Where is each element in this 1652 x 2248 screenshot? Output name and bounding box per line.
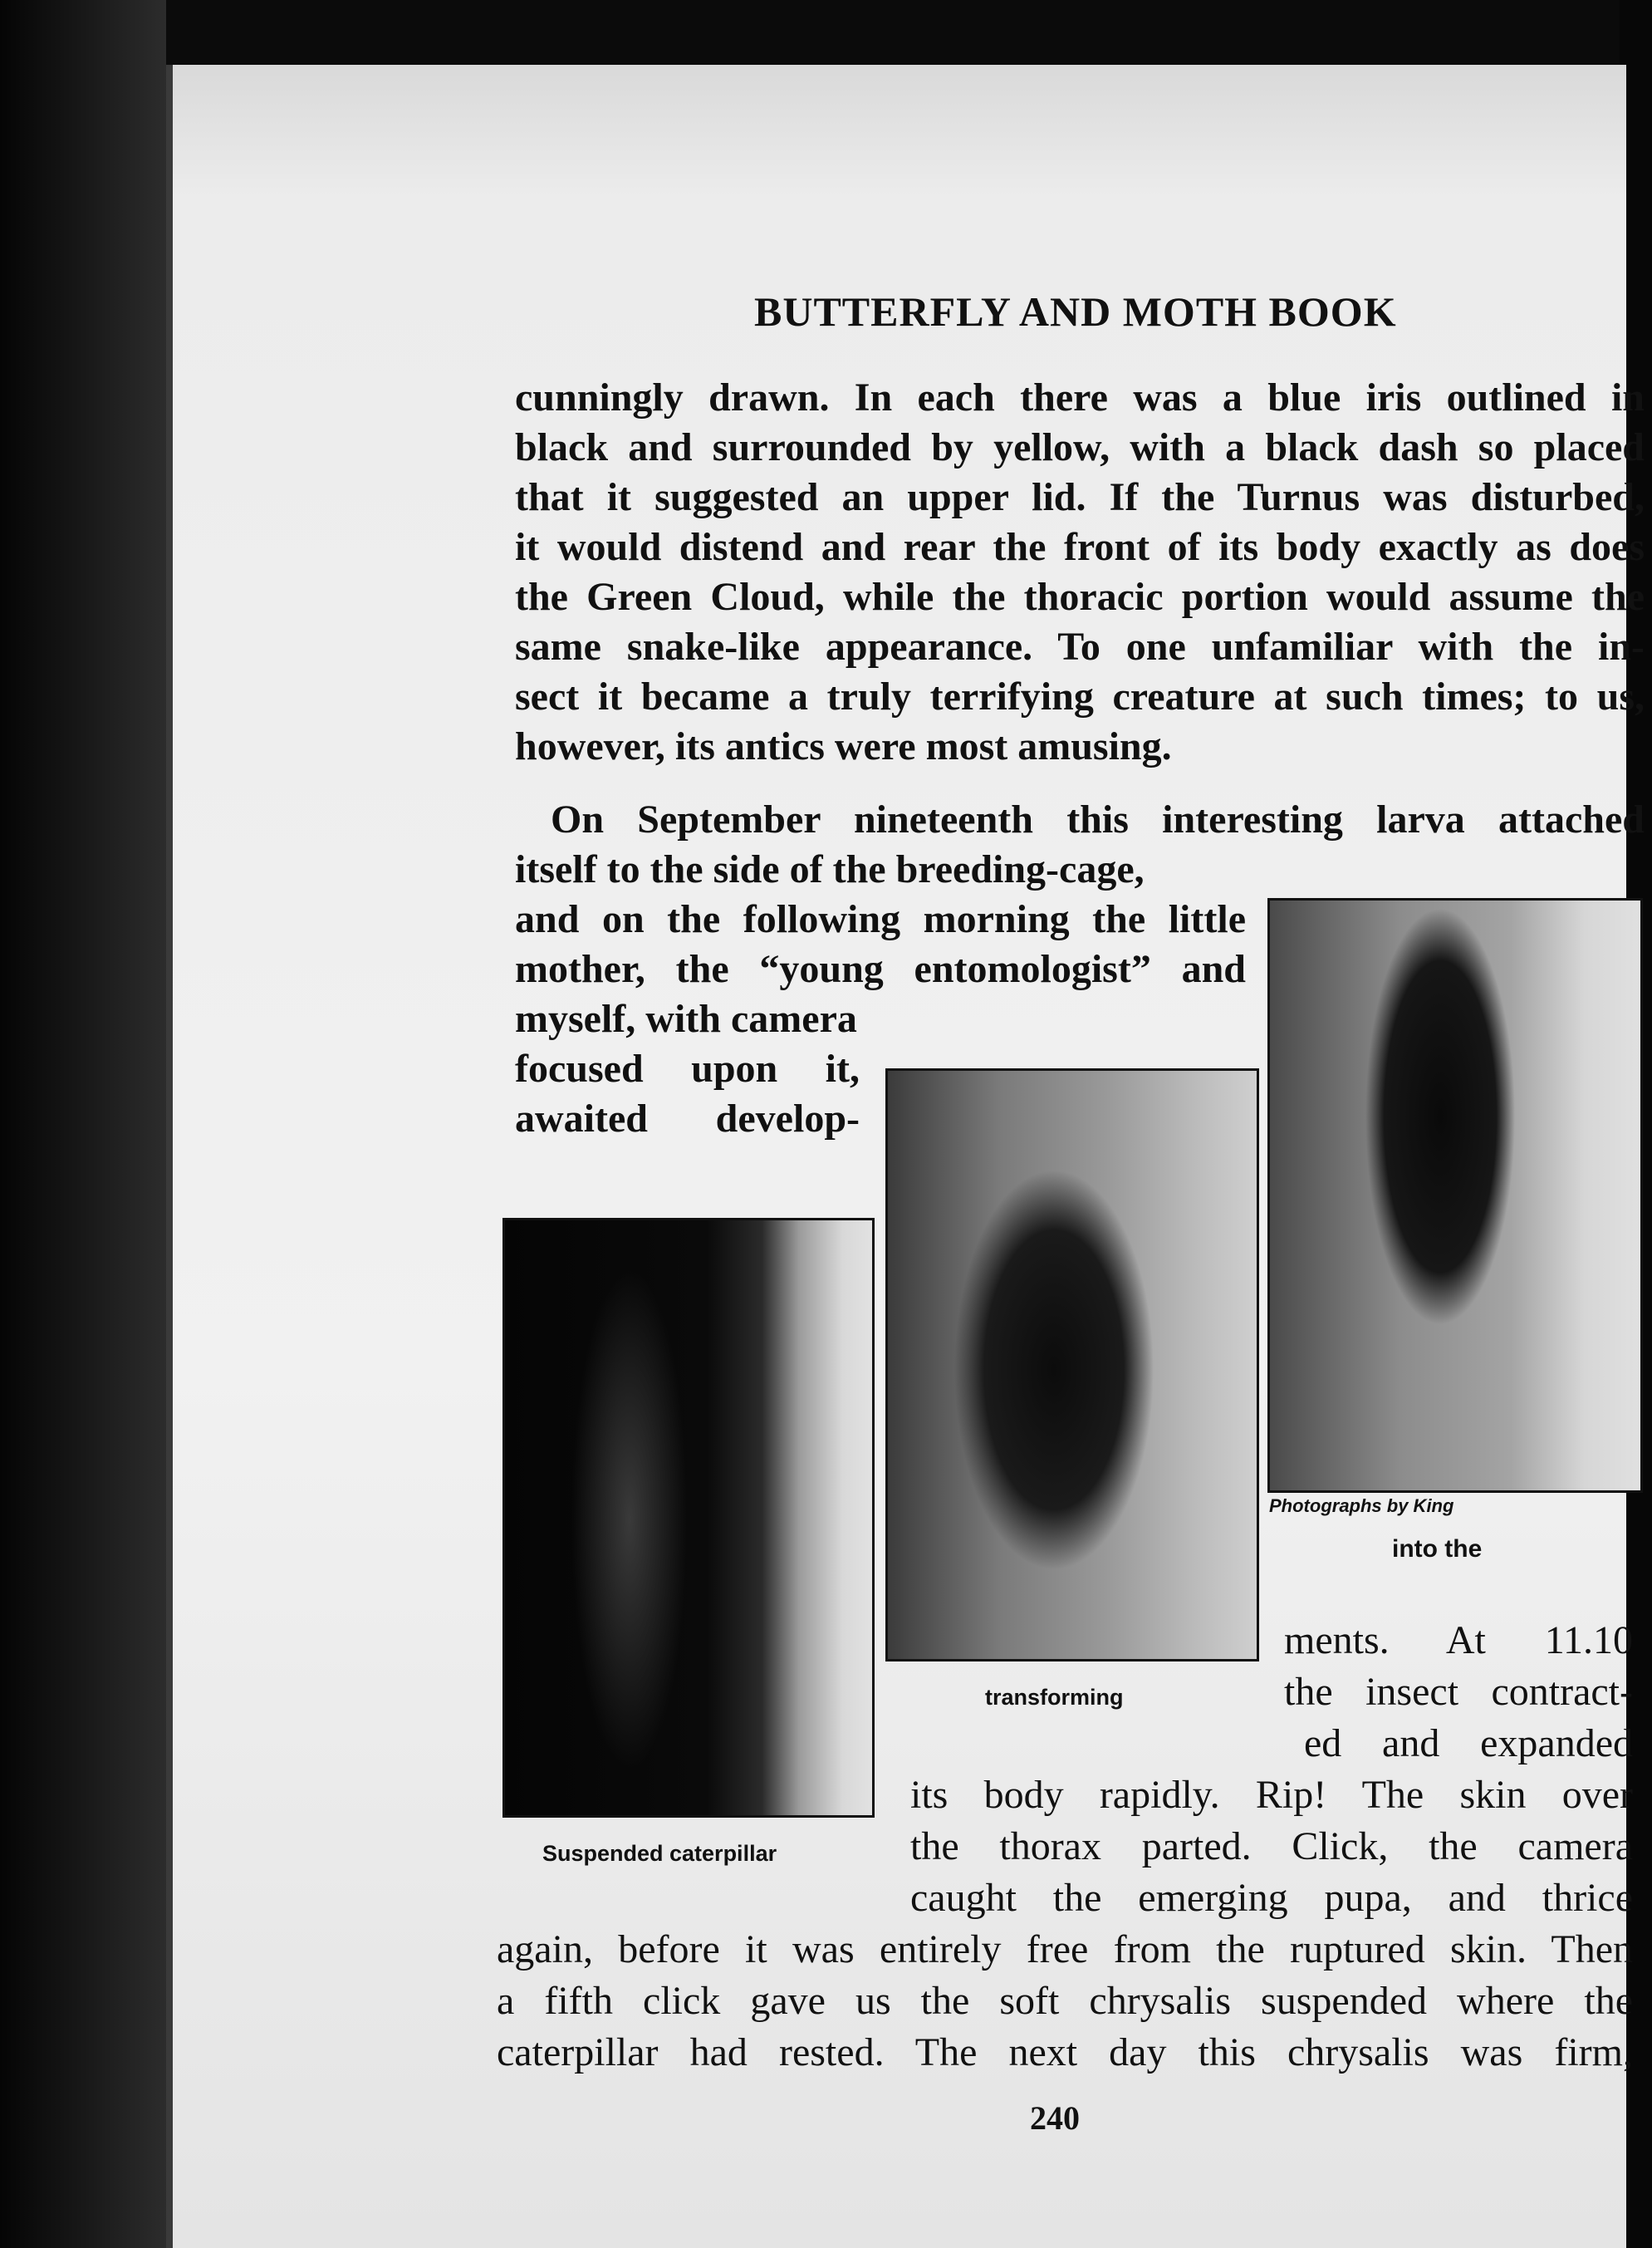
running-head: BUTTERFLY AND MOTH BOOK [754,288,1397,335]
text-line: it would distend and rear the front of its body exactly as does [515,525,1645,569]
caption-suspended: Suspended caterpillar [542,1841,777,1866]
text-line: black and surrounded by yellow, with a black dash so placed [515,425,1645,469]
text-line: a fifth click gave us the soft chrysalis suspended where the [497,1979,1633,2023]
chrysalis-photo [1267,898,1643,1493]
text-line: caterpillar had rested. The next day this chrysalis was firm, [497,2030,1633,2074]
text-line: the Green Cloud, while the thoracic portion would assume the [515,575,1645,619]
caption-into-the: into the [1392,1535,1483,1563]
text-line: the insect contract- [1284,1670,1633,1714]
text-line: mother, the “young entomologist” and [515,947,1246,991]
text-line: the thorax parted. Click, the camera [910,1824,1633,1868]
photo-credit: Photographs by King [1269,1495,1454,1516]
text-line: and on the following morning the little [515,897,1246,941]
text-line: itself to the side of the breeding-cage, [515,847,1145,891]
text-line: ed and expanded [1304,1721,1633,1765]
text-line: caught the emerging pupa, and thrice [910,1876,1633,1920]
text-line: focused upon it, [515,1047,860,1091]
text-line: cunningly drawn. In each there was a blue iris outlined in [515,375,1645,420]
text-line: that it suggested an upper lid. If the Turnus was disturbed, [515,475,1645,519]
caption-transforming: transforming [985,1685,1124,1710]
book-page [166,65,1645,2248]
transforming-photo [885,1068,1259,1661]
text-line: On September nineteenth this interesting larva attached [551,798,1645,842]
page-number: 240 [1030,2099,1080,2137]
text-line: again, before it was entirely free from the ruptured skin. Then [497,1927,1633,1971]
book-spine-shadow [0,0,166,2248]
text-line: ments. At 11.10 [1284,1618,1633,1662]
text-line: same snake-like appearance. To one unfamiliar with the in- [515,625,1645,669]
text-line: however, its antics were most amusing. [515,724,1172,768]
suspended-caterpillar-photo [502,1218,875,1818]
text-line: its body rapidly. Rip! The skin over [910,1773,1633,1817]
text-line: sect it became a truly terrifying creature at such times; to us, [515,675,1645,719]
text-line: awaited develop- [515,1097,860,1141]
text-line: myself, with camera [515,997,857,1041]
